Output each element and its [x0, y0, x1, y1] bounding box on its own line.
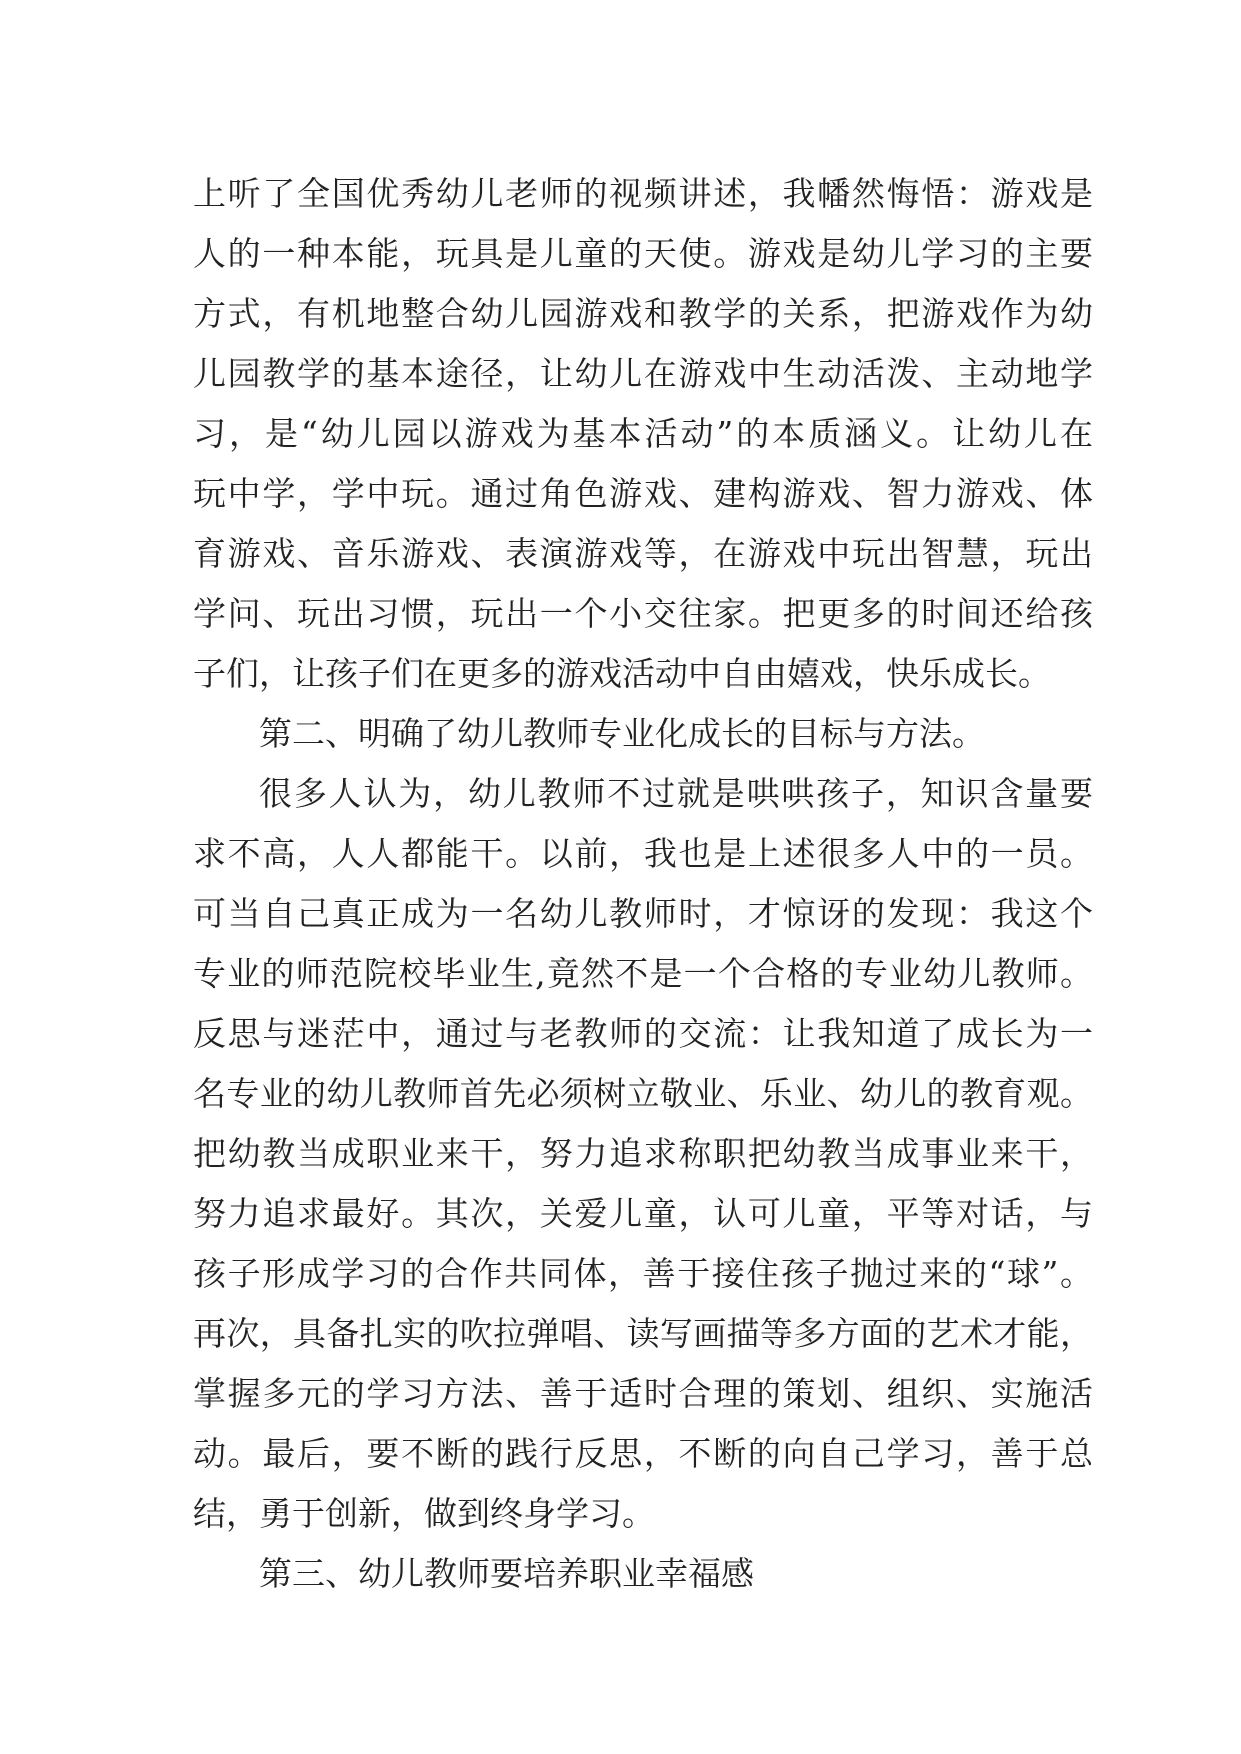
text-line: 方式，有机地整合幼儿园游戏和教学的关系，把游戏作为幼 — [193, 294, 1093, 333]
text-line: 第三、幼儿教师要培养职业幸福感 — [259, 1554, 754, 1593]
text-line: 习，是“幼儿园以游戏为基本活动”的本质涵义。让幼儿在 — [193, 414, 1093, 453]
text-line: 名专业的幼儿教师首先必须树立敬业、乐业、幼儿的教育观。 — [193, 1074, 1093, 1113]
text-line: 玩中学，学中玩。通过角色游戏、建构游戏、智力游戏、体 — [193, 474, 1093, 513]
text-line: 专业的师范院校毕业生,竟然不是一个合格的专业幼儿教师。 — [193, 954, 1093, 993]
text-line: 反思与迷茫中，通过与老教师的交流：让我知道了成长为一 — [193, 1014, 1093, 1053]
text-line: 努力追求最好。其次，关爱儿童，认可儿童，平等对话，与 — [193, 1194, 1093, 1233]
text-line: 第二、明确了幼儿教师专业化成长的目标与方法。 — [259, 714, 985, 753]
text-line: 人的一种本能，玩具是儿童的天使。游戏是幼儿学习的主要 — [193, 234, 1093, 273]
text-line: 求不高，人人都能干。以前，我也是上述很多人中的一员。 — [193, 834, 1093, 873]
text-line: 很多人认为，幼儿教师不过就是哄哄孩子，知识含量要 — [259, 774, 1093, 813]
text-line: 育游戏、音乐游戏、表演游戏等，在游戏中玩出智慧，玩出 — [193, 534, 1093, 573]
text-line: 学问、玩出习惯，玩出一个小交往家。把更多的时间还给孩 — [193, 594, 1093, 633]
text-line: 上听了全国优秀幼儿老师的视频讲述，我幡然悔悟：游戏是 — [193, 174, 1093, 213]
text-line: 可当自己真正成为一名幼儿教师时，才惊讶的发现：我这个 — [193, 894, 1093, 933]
text-line: 结，勇于创新，做到终身学习。 — [193, 1494, 655, 1533]
text-line: 掌握多元的学习方法、善于适时合理的策划、组织、实施活 — [193, 1374, 1093, 1413]
text-line: 孩子形成学习的合作共同体，善于接住孩子抛过来的“球”。 — [193, 1254, 1093, 1293]
text-line: 把幼教当成职业来干，努力追求称职把幼教当成事业来干， — [193, 1134, 1093, 1173]
text-line: 动。最后，要不断的践行反思，不断的向自己学习，善于总 — [193, 1434, 1093, 1473]
body-text — [193, 164, 1093, 1604]
text-line: 儿园教学的基本途径，让幼儿在游戏中生动活泼、主动地学 — [193, 354, 1093, 393]
text-line: 再次，具备扎实的吹拉弹唱、读写画描等多方面的艺术才能， — [193, 1314, 1093, 1353]
text-line: 子们，让孩子们在更多的游戏活动中自由嬉戏，快乐成长。 — [193, 654, 1051, 693]
